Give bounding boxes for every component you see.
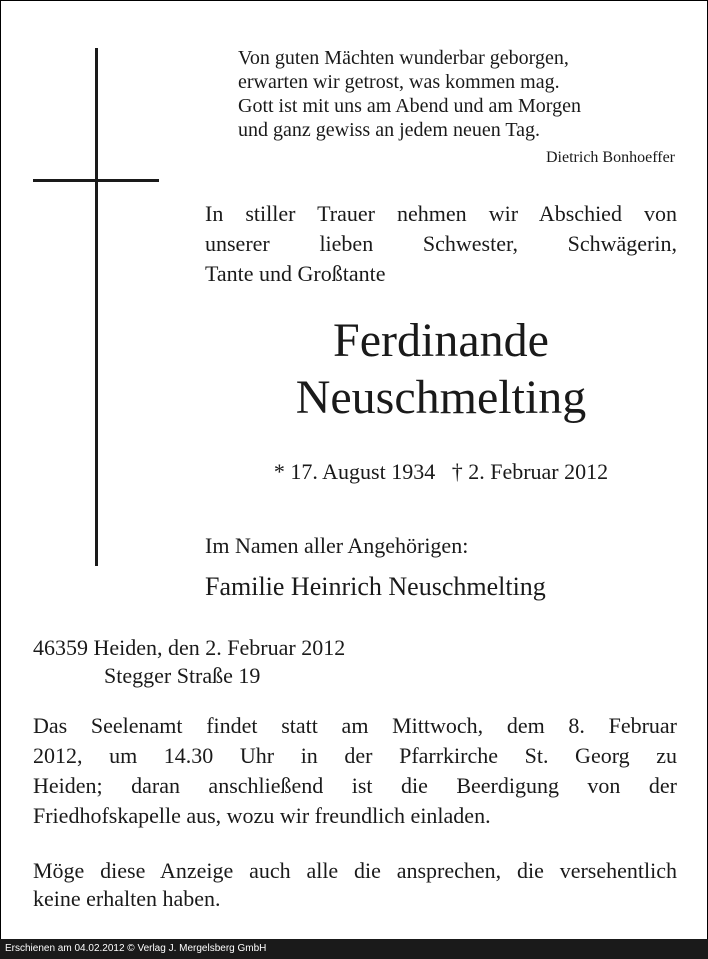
life-dates: * 17. August 1934 † 2. Februar 2012 [273,459,609,484]
funeral-line: Heiden; daran anschließend ist die Beerdigung von der [33,773,677,798]
poem [238,46,678,166]
city-date: 46359 Heiden, den 2. Februar 2012 [33,635,346,660]
intro-line: unserer lieben Schwester, Schwägerin, [205,231,677,256]
note-line: Möge diese Anzeige auch alle die ansprechen, die versehentlich [33,858,677,883]
deceased-first-name: Ferdinande [333,314,549,367]
mourning-intro [205,199,677,289]
funeral-line: 2012, um 14.30 Uhr in der Pfarrkirche St. Georg zu [33,743,677,768]
address-block [33,634,345,690]
family-label: Im Namen aller Angehörigen: [205,533,469,558]
publication-footer: Erschienen am 04.02.2012 © Verlag J. Mergelsberg GmbH [0,939,708,959]
cross-icon-bar [33,179,159,182]
poem-line: Von guten Mächten wunderbar geborgen, [238,47,569,69]
poem-line: und ganz gewiss an jedem neuen Tag. [238,119,541,141]
street-address: Stegger Straße 19 [104,663,261,688]
poem-line: erwarten wir getrost, was kommen mag. [238,71,560,93]
intro-line: Tante und Großtante [205,261,386,286]
cross-icon [95,48,98,566]
note-line: keine erhalten haben. [33,886,221,911]
poem-author: Dietrich Bonhoeffer [546,149,675,166]
closing-note [33,857,677,913]
funeral-line: Friedhofskapelle aus, wozu wir freundlich einladen. [33,803,491,828]
funeral-details [33,711,677,831]
intro-line: In stiller Trauer nehmen wir Abschied von [205,201,677,226]
funeral-line: Das Seelenamt findet statt am Mittwoch, dem 8. Februar [33,713,677,738]
deceased-last-name: Neuschmelting [295,371,587,424]
family-name: Familie Heinrich Neuschmelting [205,572,546,601]
poem-line: Gott ist mit uns am Abend und am Morgen [238,95,581,117]
